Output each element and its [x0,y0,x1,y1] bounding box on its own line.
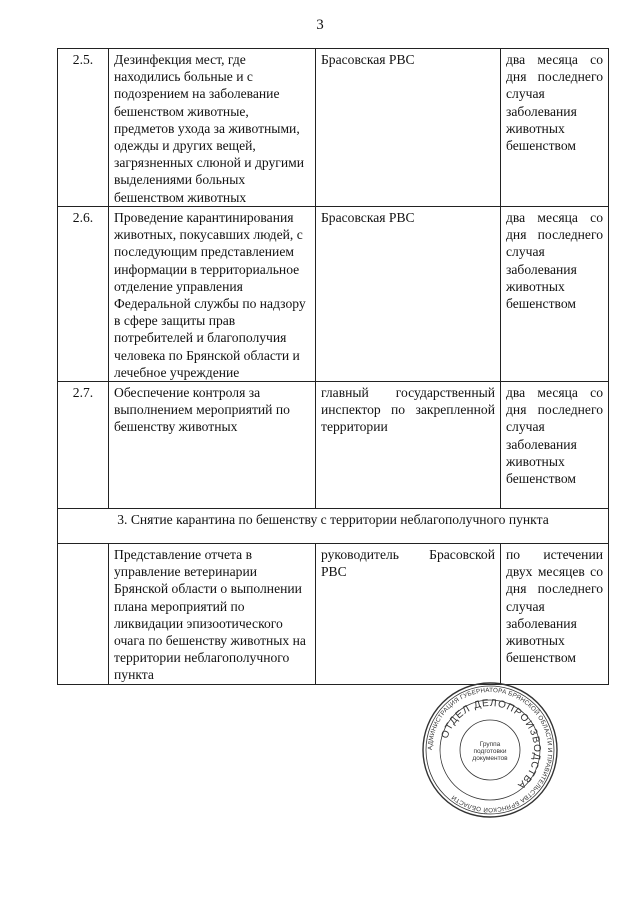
stamp-center-line: Группа [479,741,501,748]
row-number [58,544,109,685]
row-term: по истечении двух месяцев со дня последнего случая заболевания животных бешенством [501,544,609,685]
row-term: два месяца со дня последнего случая заболевания животных бешенством [501,382,609,509]
row-description: Обеспечение контроля за выполнением мероприятий по бешенству животных [109,382,316,509]
stamp-department: ОТДЕЛ ДЕЛОПРОИЗВОДСТВА [439,697,543,792]
section-header-row [58,509,609,544]
table-row [58,544,609,685]
page-number: 3 [316,17,324,33]
table-row [58,49,609,207]
row-description: Проведение карантинирования животных, покусавших людей, с последующим представлением информации в территориальное отделение управления Федеральной службы по надзору в сфере защиты прав потребителей и благополучия человека по Брянской области и лечебное учреждение [109,207,316,382]
stamp-center-line: подготовки [473,748,507,755]
measures-table [57,48,609,685]
row-number: 2.7. [58,382,109,509]
row-term: два месяца со дня последнего случая заболевания животных бешенством [501,49,609,207]
row-number: 2.6. [58,207,109,382]
table-row [58,382,609,509]
row-description: Дезинфекция мест, где находились больные и с подозрением на заболевание бешенством животные, предметов ухода за животными, одежды и других вещей, загрязненных слюной и другими выделениями больных бешенством животных [109,49,316,207]
table-row [58,207,609,382]
row-responsible: Брасовская РВС [316,207,501,382]
row-number: 2.5. [58,49,109,207]
row-term: два месяца со дня последнего случая заболевания животных бешенством [501,207,609,382]
row-description: Представление отчета в управление ветеринарии Брянской области о выполнении плана мероприятий по ликвидации эпизоотического очага по бешенству животных на территории неблагополучного пункта [109,544,316,685]
row-responsible: главный государственный инспектор по закрепленной территории [316,382,501,509]
stamp-outer-text: АДМИНИСТРАЦИЯ ГУБЕРНАТОРА БРЯНСКОЙ ОБЛАСТИ И ПРАВИТЕЛЬСТВА БРЯНСКОЙ ОБЛАСТИ [426,686,554,814]
official-stamp [420,680,560,820]
row-responsible: руководитель Брасовской РВС [316,544,501,685]
section-title: 3. Снятие карантина по бешенству с территории неблагополучного пункта [58,509,609,544]
row-responsible: Брасовская РВС [316,49,501,207]
stamp-center-line: документов [472,755,508,762]
